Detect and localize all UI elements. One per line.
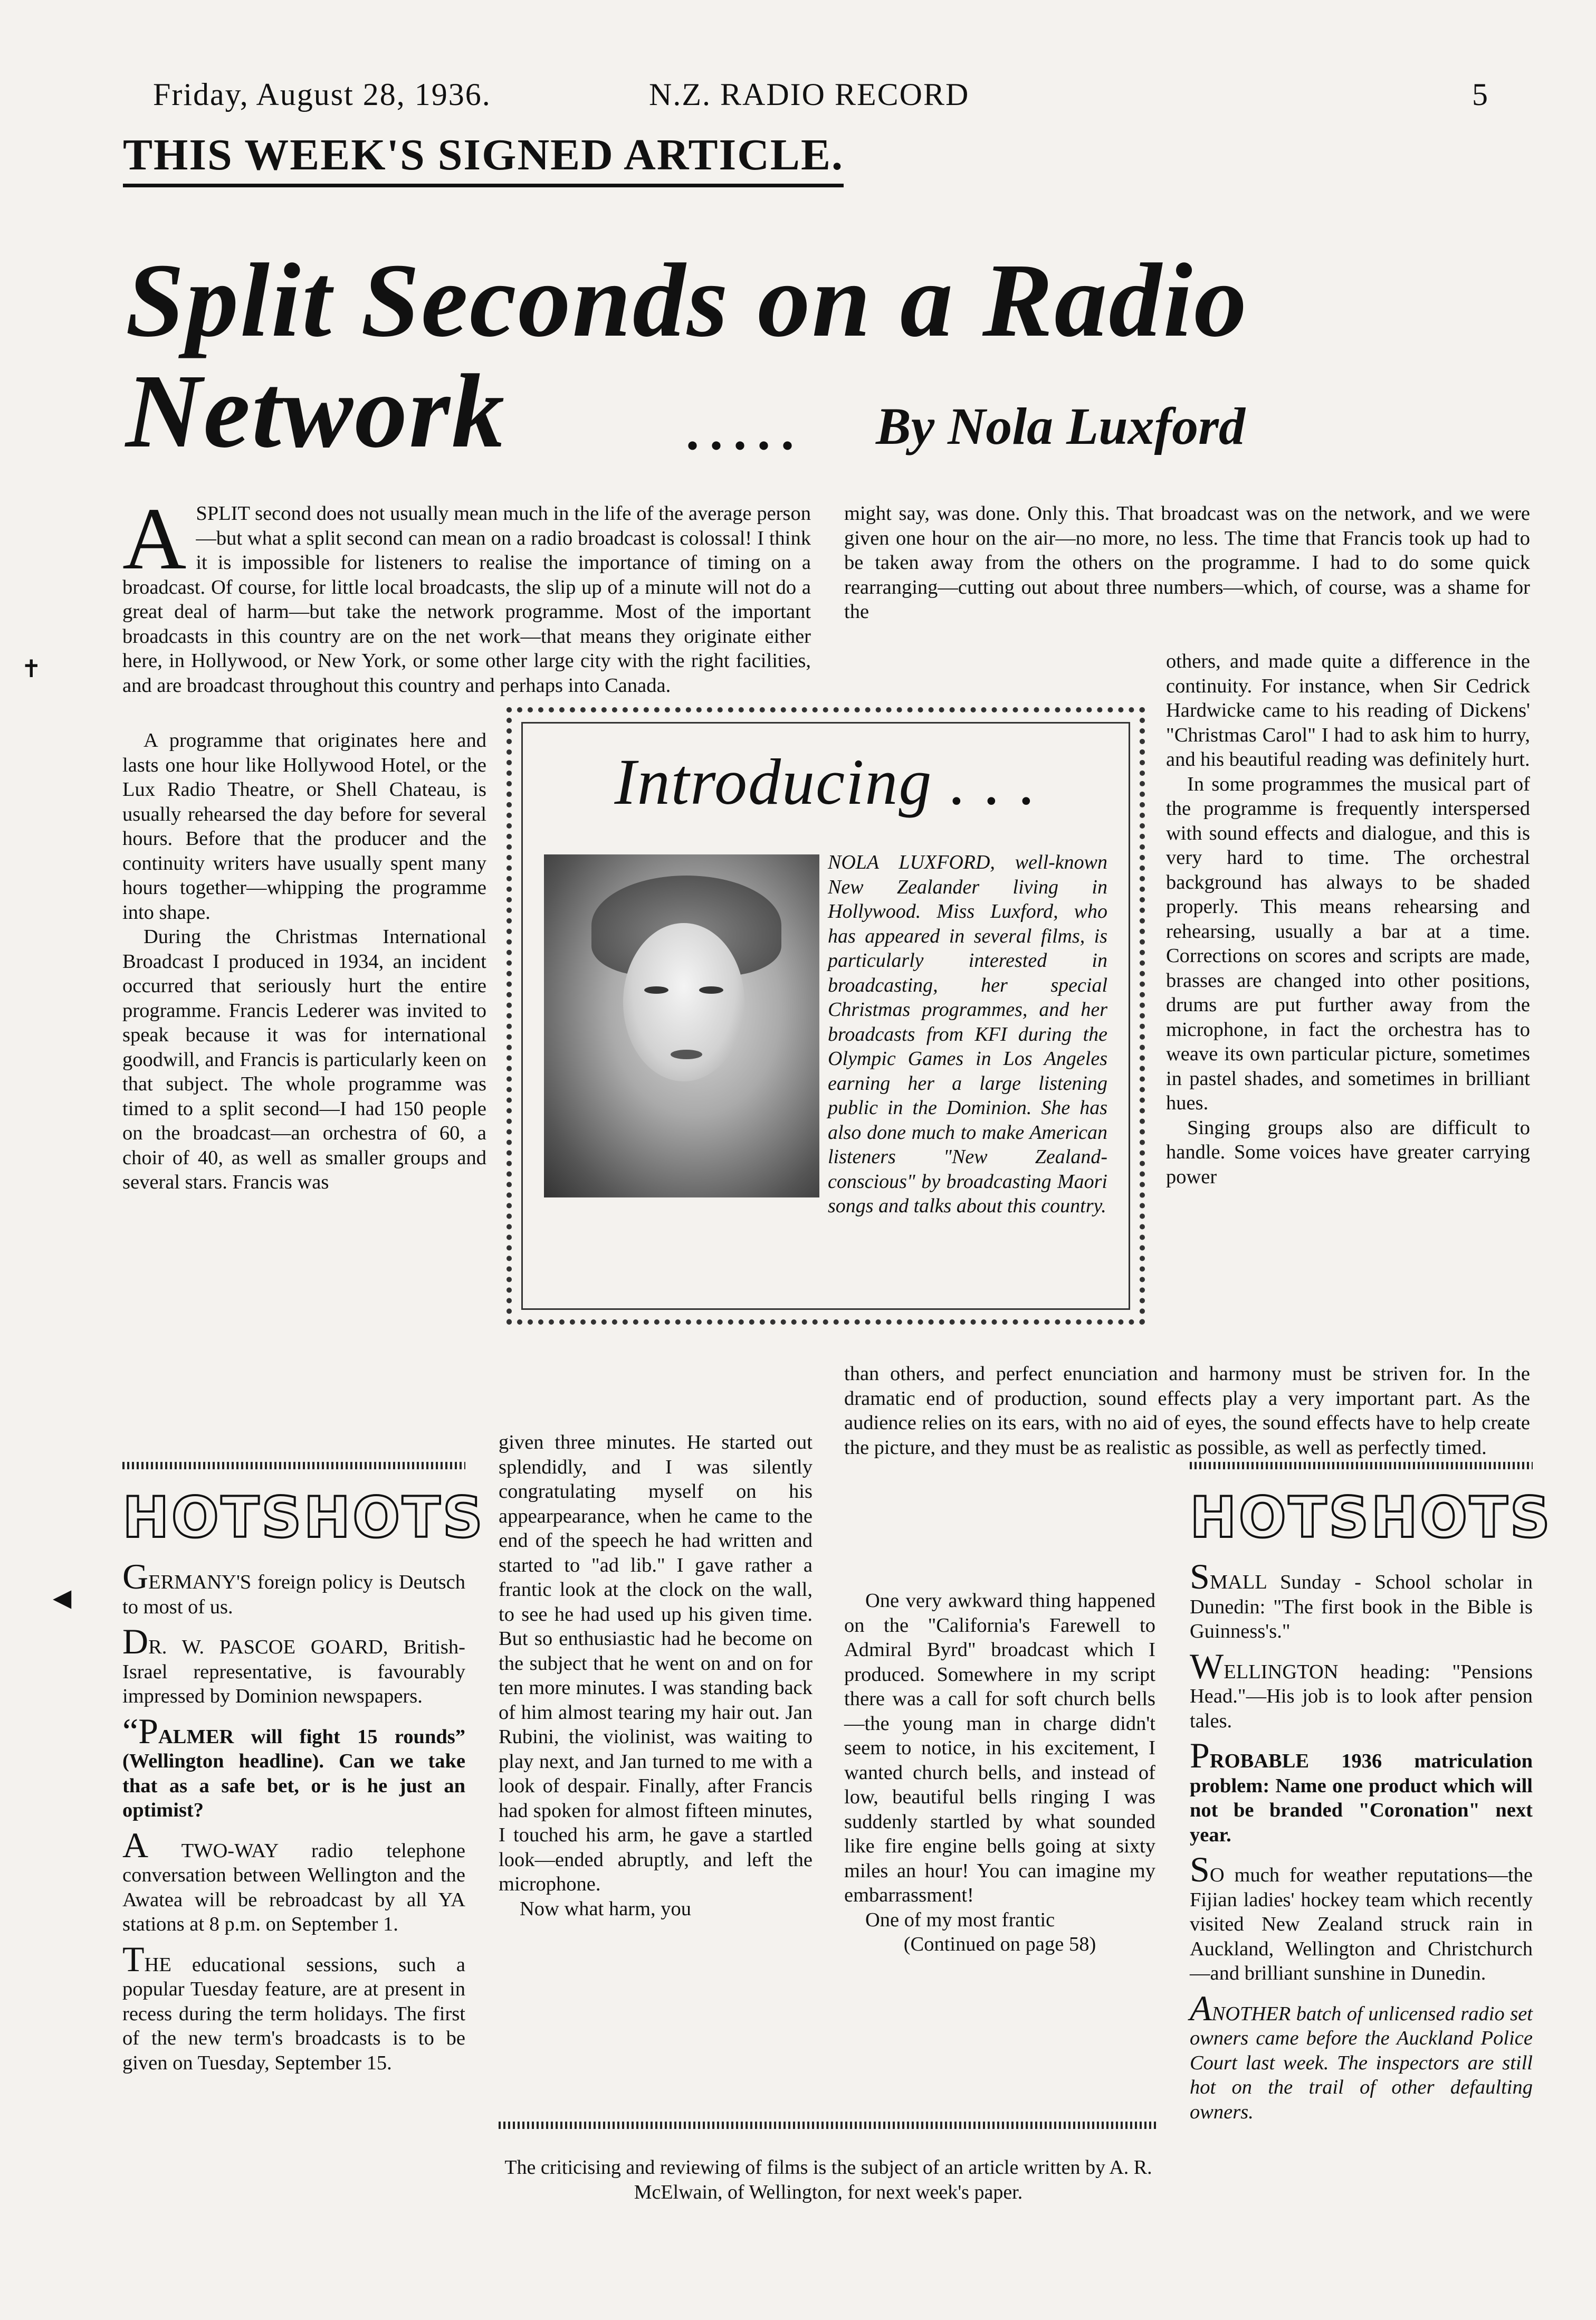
introducing-heading: Introducing . . . bbox=[614, 746, 1037, 818]
portrait-photo bbox=[544, 854, 819, 1197]
hotshot-item bbox=[122, 1556, 465, 1619]
dotted-rule bbox=[1190, 1462, 1533, 1469]
article-paragraph: might say, was done. Only this. That broadcast was on the network, and we were given one hour on the air—no more, no less. The time that Francis took up had to be taken away from the others on the programme. I had to do some quick rearranging—cutting out about three numbers—which, of course, was a shame for the bbox=[844, 502, 1530, 623]
hotshot-cap: D bbox=[122, 1621, 149, 1661]
hotshot-cap: W bbox=[1190, 1646, 1224, 1686]
hotshot-cap: S bbox=[1190, 1556, 1210, 1596]
article-column-1-lower bbox=[122, 728, 486, 1195]
notice-text: The criticising and reviewing of films is the subject of an article written by A. R. McElwain, of Wellington, for next week's paper. bbox=[504, 2156, 1152, 2203]
hotshots-right bbox=[1190, 1462, 1552, 2136]
article-paragraph: than others, and perfect enunciation and harmony must be striven for. In the dramatic end of production, sound effects play a very important part. As the audience relies on its ears, with no aid of eyes, the sound effects have to help create the picture, and they must be as realistic as possible, as well as perfectly timed. bbox=[844, 1363, 1530, 1459]
notice-block bbox=[499, 2122, 1158, 2204]
portrait-eyes bbox=[644, 986, 723, 995]
article-paragraph bbox=[122, 490, 811, 698]
hotshot-item bbox=[1190, 1849, 1533, 1986]
headline-dots: ..... bbox=[686, 402, 805, 461]
headline-line-1: Split Seconds on a Radio bbox=[126, 242, 1248, 359]
hotshot-text: batch of unlicensed radio set owners came before the Auckland Police Court last week. The inspectors are still hot on the trail of other defaulting owners. bbox=[1190, 2002, 1533, 2123]
hotshot-lead: R. W. PASCOE GOARD, bbox=[148, 1636, 388, 1658]
article-paragraph: Singing groups also are difficult to handle. Some voices have greater carrying power bbox=[1166, 1116, 1530, 1188]
running-header-paper-title: N.Z. RADIO RECORD bbox=[649, 77, 970, 112]
hotshot-lead: TWO-WAY bbox=[148, 1839, 278, 1862]
continued-note: (Continued on page 58) bbox=[903, 1933, 1096, 1955]
hotshots-logo: HOTSHOTS bbox=[1190, 1485, 1552, 1550]
hotshot-text: foreign policy is Deutsch to most of us. bbox=[122, 1571, 465, 1618]
introducing-inner-border bbox=[521, 722, 1130, 1310]
hotshots-left bbox=[122, 1462, 485, 2087]
hotshot-text: radio telephone conversation between Wellington and the Awatea will be rebroadcast by all YA stations at 8 p.m. on September 1. bbox=[122, 1839, 466, 1935]
hotshot-lead: ERMANY'S bbox=[148, 1571, 252, 1593]
hotshot-cap: A bbox=[1190, 1988, 1212, 2028]
hotshot-item bbox=[1190, 1556, 1533, 1644]
article-column-4 bbox=[1166, 649, 1530, 1189]
byline: By Nola Luxford bbox=[876, 397, 1245, 455]
article-column-3-lower bbox=[844, 1362, 1530, 1460]
hotshots-logo: HOTSHOTS bbox=[122, 1485, 485, 1550]
headline-line-2: Network bbox=[126, 353, 506, 470]
article-paragraph: One very awkward thing happened on the "California's Farewell to Admiral Byrd" broadcast which I produced. Somewhere in my script there was a call for soft church bells—the young man in charge didn't seem to notice, in his excitement, I wanted church bells, and instead of low, beautiful bells ringing I was suddenly startled by what sounded like fire engine bells going at sixty miles an hour! You can imagine my embarrassment! bbox=[844, 1590, 1155, 1906]
margin-mark: ◀ bbox=[53, 1584, 72, 1611]
article-paragraph: During the Christmas International Broadcast I produced in 1934, an incident occurred that seriously hurt the entire programme. Francis Lederer was invited to speak because it was for international goodwill, and Francis is particularly keen on that subject. The whole programme was timed to a split second—I had 150 people on the broadcast—an orchestra of 60, a choir of 40, as well as smaller groups and several stars. Francis was bbox=[122, 926, 486, 1193]
article-paragraph: given three minutes. He started out splendidly, and I was silently congratulating myself on his appearpearance, when he came to the end of the speech he had written and started to "ad lib." I gave rather a frantic look at the clock on the wall, to see he had used up his given time. But so enthusiastic had he become on the subject that he went on and on for ten more minutes. I was standing back of him almost tearing my hair out. Jan Rubini, the violinist, was waiting to play next, and Jan turned to me with a look of despair. Finally, after Francis had spoken for almost fifteen minutes, I touched his arm, he gave a startled look—ended abruptly, and left the microphone. bbox=[499, 1431, 813, 1895]
article-column-3-bottom bbox=[844, 1589, 1155, 1957]
hotshot-lead: ELLINGTON bbox=[1224, 1660, 1339, 1683]
article-paragraph: In some programmes the musical part of the programme is frequently interspersed with sound effects and dialogue, and this is very hard to time. The orchestral background has always to be shaded properly. This means rehearsing and rehearsing, usually a bar at a time. Corrections on scores and scripts are made, brasses are changed into other positions, drums are put further away from the microphone, in fact the orchestra has to weave its own particular picture, sometimes in pastel shades, and sometimes in brilliant hues. bbox=[1166, 773, 1530, 1114]
hotshot-lead: HE bbox=[144, 1953, 171, 1976]
hotshot-item bbox=[1190, 1988, 1533, 2125]
hotshot-text: heading: "Pensions Head."—His job is to look after pension tales. bbox=[1190, 1660, 1533, 1732]
hotshot-text: educational sessions, such a popular Tuesday feature, are at present in recess during the term holidays. The first of the new term's broadcasts is to be given on Tuesday, September 15. bbox=[122, 1953, 465, 2074]
article-paragraph: others, and made quite a difference in the continuity. For instance, when Sir Cedrick Hardwicke came to his reading of Dickens' "Christmas Carol" I had to ask him to hurry, and his beautiful reading was definitely hurt. bbox=[1166, 650, 1530, 771]
page-number: 5 bbox=[1472, 77, 1489, 112]
drop-cap: A bbox=[122, 490, 187, 588]
introducing-caption bbox=[544, 850, 1107, 1219]
hotshot-cap: “P bbox=[122, 1710, 158, 1751]
hotshot-text: British-Israel representative, is favourably impressed by Dominion newspapers. bbox=[122, 1636, 465, 1707]
hotshot-lead: ALMER will fight 15 rounds” (Wellington headline). Can we take that as a safe bet, or is he just an optimist? bbox=[122, 1725, 465, 1821]
hotshot-lead: MALL bbox=[1209, 1571, 1267, 1593]
section-kicker: THIS WEEK'S SIGNED ARTICLE. bbox=[123, 129, 844, 187]
article-paragraph: Now what harm, you bbox=[520, 1897, 692, 1920]
hotshot-cap: S bbox=[1190, 1849, 1210, 1889]
dotted-rule bbox=[122, 1462, 465, 1469]
hotshot-lead: NOTHER bbox=[1211, 2002, 1291, 2025]
portrait-lips bbox=[671, 1050, 702, 1059]
hotshot-cap: G bbox=[122, 1556, 149, 1596]
hotshot-item bbox=[122, 1710, 465, 1823]
introducing-box bbox=[506, 707, 1145, 1325]
hotshot-text: much for weather reputations—the Fijian ladies' hockey team which recently visited New Zealand struck rain in Auckland, Wellington and Christchurch—and brilliant sunshine in Dunedin. bbox=[1190, 1864, 1533, 1984]
hotshot-cap: A bbox=[122, 1824, 149, 1865]
hotshot-item bbox=[1190, 1735, 1533, 1847]
article-paragraph: A programme that originates here and lasts one hour like Hollywood Hotel, or the Lux Radio Theatre, or Shell Chateau, is usually rehearsed the day before for several hours. Before that the producer and the continuity writers have usually spent many hours together—whipping the programme into shape. bbox=[122, 729, 486, 924]
hotshot-item bbox=[122, 1824, 466, 1937]
caption-text: NOLA LUXFORD, well-known New Zealander living in Hollywood. Miss Luxford, who has appeared in several films, is particularly interested in broadcasting, her special Christmas programmes, and her broadcasts from KFI during the Olympic Games in Los Angeles earning her a large listening public in the Dominion. She has also done much to make American listeners "New Zealand-conscious" by broadcasting Maori songs and talks about this country. bbox=[828, 851, 1107, 1217]
article-paragraph: One of my most frantic bbox=[865, 1908, 1055, 1931]
article-column-2 bbox=[499, 1430, 813, 1921]
margin-mark: ✝ bbox=[21, 655, 42, 682]
hotshot-cap: T bbox=[122, 1938, 145, 1979]
article-column-1 bbox=[122, 490, 811, 698]
hotshot-lead: O bbox=[1209, 1864, 1225, 1886]
paragraph-text: SPLIT second does not usually mean much in the life of the average person—but what a split second can mean on a radio broadcast is colossal! I think it is impossible for listeners to realise the importance of timing on a broadcast. Of course, for little local broadcasts, the slip up of a minute will not do a great deal of harm—but take the network programme. Most of the important broadcasts in this country are on the net work—that means they originate either here, in Hollywood, or New York, or some other large city with the right facilities, and are broadcast throughout this country and perhaps into Canada. bbox=[122, 502, 811, 697]
hotshot-item bbox=[1190, 1646, 1533, 1734]
hotshot-cap: P bbox=[1190, 1735, 1210, 1775]
article-column-3 bbox=[844, 501, 1530, 624]
hotshot-item bbox=[122, 1938, 465, 2076]
dotted-rule bbox=[499, 2122, 1158, 2129]
hotshot-lead: ROBABLE 1936 matriculation problem: Name one product which will not be branded "Coronation" next year. bbox=[1190, 1750, 1533, 1846]
hotshot-text: Sunday - School scholar in Dunedin: "The first book in the Bible is Guinness's." bbox=[1190, 1571, 1533, 1642]
running-header-date: Friday, August 28, 1936. bbox=[153, 77, 491, 112]
hotshot-item bbox=[122, 1621, 465, 1709]
